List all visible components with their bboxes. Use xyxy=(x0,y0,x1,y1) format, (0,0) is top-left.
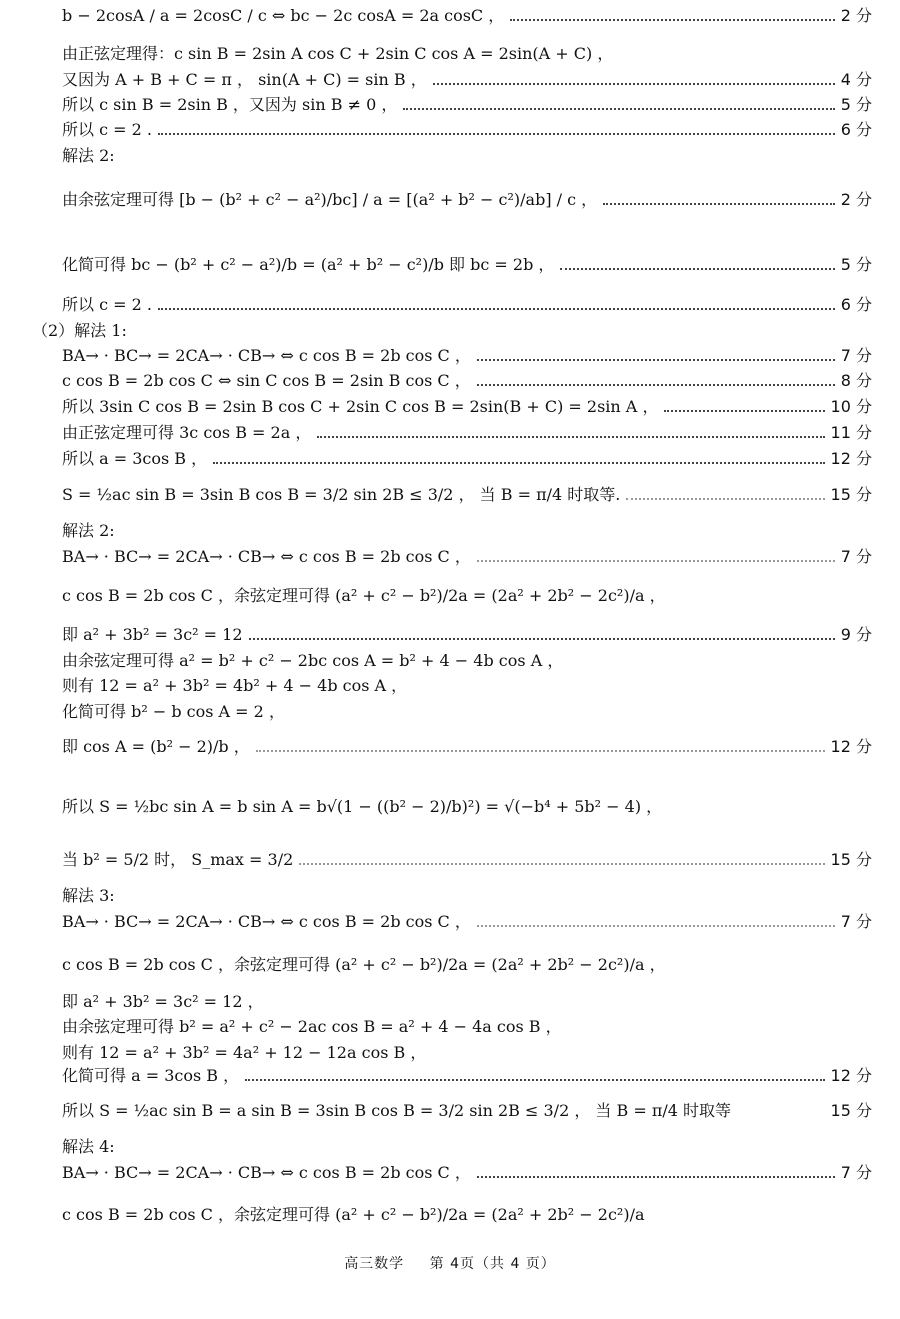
score-mark: 4 分 xyxy=(840,70,872,89)
line-text: BA→ · BC→ = 2CA→ · CB→ ⇔ c cos B = 2b cos C ， xyxy=(62,547,471,566)
line-text: 化简可得 bc − (b² + c² − a²)/b = (a² + b² − c²)/b 即 bc = 2b ， xyxy=(62,255,555,274)
line-text: 即 cos A = (b² − 2)/b ， xyxy=(62,737,250,756)
solution-line xyxy=(62,1137,872,1157)
score-mark: 7 分 xyxy=(840,547,872,566)
score-mark: 15 分 xyxy=(830,1101,872,1120)
solution-line xyxy=(62,120,872,140)
dot-leader xyxy=(664,410,824,412)
solution-line xyxy=(62,886,872,906)
solution-line xyxy=(62,423,872,443)
line-text: 由余弦定理可得 a² = b² + c² − 2bc cos A = b² + 4 − 4b cos A ， xyxy=(62,651,564,670)
solution-line xyxy=(62,850,872,870)
line-text: 所以 c sin B = 2sin B ，又因为 sin B ≠ 0 ， xyxy=(62,95,398,114)
solution-line xyxy=(62,371,872,391)
line-text: 解法 3: xyxy=(62,886,115,905)
solution-line xyxy=(62,1101,872,1121)
solution-line xyxy=(62,346,872,366)
score-mark: 15 分 xyxy=(830,485,872,504)
solution-line xyxy=(62,651,872,671)
line-text: S = ½ac sin B = 3sin B cos B = 3/2 sin 2B ≤ 3/2 ， 当 B = π/4 时取等. xyxy=(62,485,621,504)
solution-line xyxy=(62,397,872,417)
solution-line xyxy=(62,1017,872,1037)
dot-leader xyxy=(477,1176,835,1178)
score-mark: 9 分 xyxy=(840,625,872,644)
dot-leader xyxy=(158,308,835,310)
dot-leader xyxy=(433,83,835,85)
line-text: b − 2cosA / a = 2cosC / c ⇔ bc − 2c cosA = 2a cosC ， xyxy=(62,6,505,25)
dot-leader xyxy=(158,133,835,135)
dot-leader xyxy=(249,638,835,640)
solution-line xyxy=(62,295,872,315)
solution-line xyxy=(62,625,872,645)
score-mark: 15 分 xyxy=(830,850,872,869)
line-text: c cos B = 2b cos C ，余弦定理可得 (a² + c² − b²)/2a = (2a² + 2b² − 2c²)/a ， xyxy=(62,586,666,605)
score-mark: 5 分 xyxy=(840,255,872,274)
solution-line xyxy=(32,321,842,341)
solution-line xyxy=(62,146,872,166)
line-text: 即 a² + 3b² = 3c² = 12 xyxy=(62,625,243,644)
line-text: BA→ · BC→ = 2CA→ · CB→ ⇔ c cos B = 2b cos C ， xyxy=(62,912,471,931)
score-mark: 10 分 xyxy=(830,397,872,416)
score-mark: 11 分 xyxy=(830,423,872,442)
score-mark: 7 分 xyxy=(840,346,872,365)
dot-leader xyxy=(213,462,824,464)
line-text: 由余弦定理可得 b² = a² + c² − 2ac cos B = a² + 4 − 4a cos B ， xyxy=(62,1017,562,1036)
score-mark: 12 分 xyxy=(830,737,872,756)
solution-line xyxy=(62,1205,872,1225)
line-text: （2）解法 1: xyxy=(32,321,127,340)
line-text: c cos B = 2b cos C ⇔ sin C cos B = 2sin B cos C ， xyxy=(62,371,471,390)
line-text: 由余弦定理可得 [b − (b² + c² − a²)/bc] / a = [(a² + b² − c²)/ab] / c ， xyxy=(62,190,598,209)
solution-line xyxy=(62,676,872,696)
dot-leader xyxy=(256,750,825,752)
line-text: 所以 S = ½ac sin B = a sin B = 3sin B cos B = 3/2 sin 2B ≤ 3/2 ， 当 B = π/4 时取等 xyxy=(62,1101,732,1120)
score-mark: 6 分 xyxy=(840,120,872,139)
solution-line xyxy=(62,992,872,1012)
dot-leader xyxy=(245,1079,824,1081)
dot-leader xyxy=(560,268,834,270)
dot-leader xyxy=(477,359,835,361)
dot-leader xyxy=(603,203,835,205)
score-mark: 12 分 xyxy=(830,449,872,468)
line-text: 化简可得 b² − b cos A = 2 ， xyxy=(62,702,285,721)
footer-page-number: 第 4页（共 4 页） xyxy=(429,1256,556,1272)
dot-leader xyxy=(477,384,835,386)
footer-subject: 高三数学 xyxy=(344,1256,405,1272)
solution-line xyxy=(62,955,872,975)
solution-line xyxy=(62,912,872,932)
solution-line xyxy=(62,485,872,505)
line-text: 解法 2: xyxy=(62,521,115,540)
line-text: 化简可得 a = 3cos B ， xyxy=(62,1066,240,1085)
dot-leader xyxy=(477,560,835,562)
page-footer xyxy=(0,1253,900,1273)
solution-line xyxy=(62,1043,872,1063)
line-text: 当 b² = 5/2 时， S_max = 3/2 xyxy=(62,850,294,869)
dot-leader xyxy=(626,498,824,500)
solution-line xyxy=(62,702,872,722)
line-text: 所以 a = 3cos B ， xyxy=(62,449,208,468)
solution-line xyxy=(62,70,872,90)
score-mark: 7 分 xyxy=(840,1163,872,1182)
score-mark: 8 分 xyxy=(840,371,872,390)
line-text: 又因为 A + B + C = π ， sin(A + C) = sin B ， xyxy=(62,70,427,89)
solution-line xyxy=(62,1163,872,1183)
score-mark: 12 分 xyxy=(830,1066,872,1085)
solution-line xyxy=(62,586,872,606)
solution-line xyxy=(62,737,872,757)
score-mark: 2 分 xyxy=(840,190,872,209)
line-text: 解法 4: xyxy=(62,1137,115,1156)
solution-line xyxy=(62,1066,872,1086)
line-text: 所以 c = 2 . xyxy=(62,120,152,139)
line-text: 即 a² + 3b² = 3c² = 12 ， xyxy=(62,992,264,1011)
solution-line xyxy=(62,449,872,469)
dot-leader xyxy=(403,108,834,110)
solution-line xyxy=(62,797,872,817)
line-text: BA→ · BC→ = 2CA→ · CB→ ⇔ c cos B = 2b cos C ， xyxy=(62,1163,471,1182)
line-text: 所以 3sin C cos B = 2sin B cos C + 2sin C cos B = 2sin(B + C) = 2sin A ， xyxy=(62,397,659,416)
solution-line xyxy=(62,547,872,567)
solution-line xyxy=(62,521,872,541)
score-mark: 6 分 xyxy=(840,295,872,314)
solution-line xyxy=(62,44,872,64)
score-mark: 5 分 xyxy=(840,95,872,114)
line-text: c cos B = 2b cos C ，余弦定理可得 (a² + c² − b²)/2a = (2a² + 2b² − 2c²)/a ， xyxy=(62,955,666,974)
line-text: c cos B = 2b cos C ，余弦定理可得 (a² + c² − b²)/2a = (2a² + 2b² − 2c²)/a xyxy=(62,1205,645,1224)
line-text: 则有 12 = a² + 3b² = 4b² + 4 − 4b cos A ， xyxy=(62,676,408,695)
line-text: 则有 12 = a² + 3b² = 4a² + 12 − 12a cos B ， xyxy=(62,1043,427,1062)
solution-line xyxy=(62,190,872,210)
dot-leader xyxy=(477,925,835,927)
score-mark: 7 分 xyxy=(840,912,872,931)
line-text: 由正弦定理得：c sin B = 2sin A cos C + 2sin C cos A = 2sin(A + C) ， xyxy=(62,44,614,63)
line-text: 所以 c = 2 . xyxy=(62,295,152,314)
line-text: 由正弦定理可得 3c cos B = 2a ， xyxy=(62,423,312,442)
solution-line xyxy=(62,255,872,275)
line-text: BA→ · BC→ = 2CA→ · CB→ ⇔ c cos B = 2b cos C ， xyxy=(62,346,471,365)
dot-leader xyxy=(510,19,834,21)
solution-line xyxy=(62,95,872,115)
score-mark: 2 分 xyxy=(840,6,872,25)
dot-leader xyxy=(317,436,824,438)
line-text: 解法 2: xyxy=(62,146,115,165)
dot-leader xyxy=(299,863,824,865)
solution-line xyxy=(62,6,872,26)
line-text: 所以 S = ½bc sin A = b sin A = b√(1 − ((b² − 2)/b)²) = √(−b⁴ + 5b² − 4) ， xyxy=(62,797,663,816)
